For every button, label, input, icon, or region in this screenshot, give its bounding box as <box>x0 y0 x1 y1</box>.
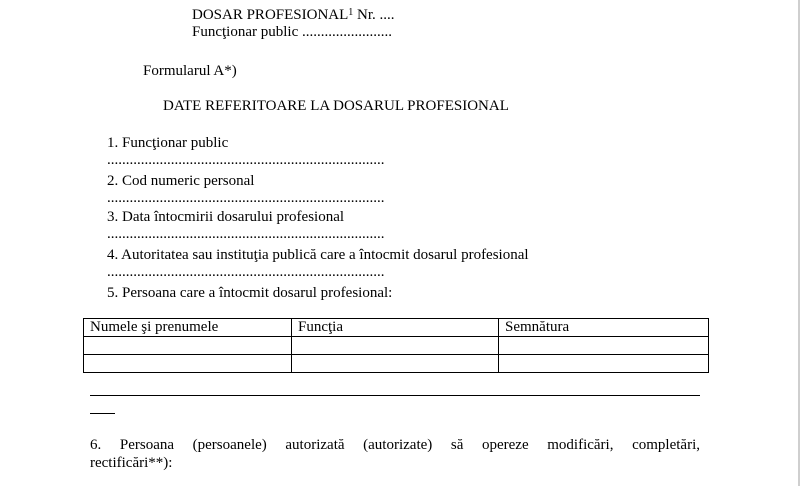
table-cell[interactable] <box>84 337 292 355</box>
table-cell[interactable] <box>292 337 499 355</box>
table-cell[interactable] <box>292 355 499 373</box>
civil-servant-line: Funcţionar public ........................ <box>192 24 392 40</box>
table-header-row <box>84 319 709 337</box>
field-1-dots: .......................................................................... <box>107 152 385 168</box>
table-cell[interactable] <box>499 337 709 355</box>
field-4-label: 4. Autoritatea sau instituţia publică care a întocmit dosarul profesional <box>107 247 529 263</box>
signature-table <box>83 318 709 373</box>
separator-line-short <box>90 413 115 414</box>
item-6-text: 6. Persoana (persoanele) autorizată (autorizate) să opereze modificări, completări, <box>90 437 700 453</box>
table-cell[interactable] <box>499 355 709 373</box>
dossier-title <box>192 6 395 24</box>
field-5-label: 5. Persoana care a întocmit dosarul profesional: <box>107 285 393 301</box>
form-label: Formularul A*) <box>143 63 237 79</box>
field-4-dots: .......................................................................... <box>107 264 385 280</box>
footnote-ref[interactable]: 1 <box>348 7 354 18</box>
item-6-text-continued: rectificări**): <box>90 455 173 471</box>
separator-line <box>90 395 700 396</box>
section-title: DATE REFERITOARE LA DOSARUL PROFESIONAL <box>163 98 509 114</box>
header-function: Funcţia <box>292 319 499 337</box>
table-row <box>84 355 709 373</box>
header-signature: Semnătura <box>499 319 709 337</box>
field-1-label: 1. Funcţionar public <box>107 135 229 151</box>
field-2-label: 2. Cod numeric personal <box>107 173 255 189</box>
dossier-title-text: DOSAR PROFESIONAL <box>192 7 349 23</box>
field-3-dots: .......................................................................... <box>107 226 385 242</box>
table-cell[interactable] <box>84 355 292 373</box>
header-name: Numele şi prenumele <box>84 319 292 337</box>
dossier-number: Nr. .... <box>353 7 395 23</box>
field-2-dots: .......................................................................... <box>107 190 385 206</box>
field-3-label: 3. Data întocmirii dosarului profesional <box>107 209 345 225</box>
table-row <box>84 337 709 355</box>
